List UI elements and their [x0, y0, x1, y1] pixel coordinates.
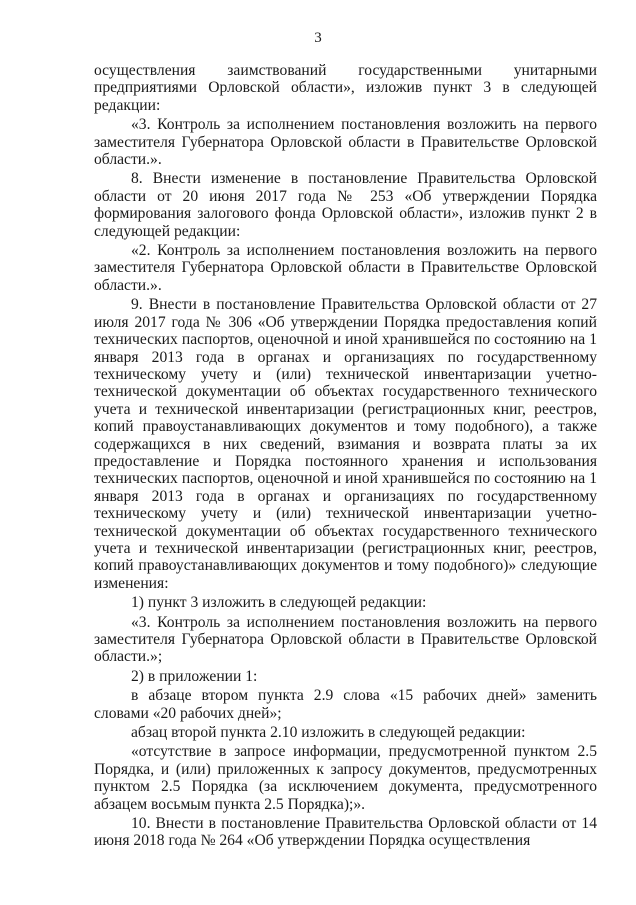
paragraph-subitem-1: 1) пункт 3 изложить в следующей редакции: — [131, 594, 427, 612]
paragraph-quote-absence: «отсутствие в запросе информации, предусмотренной пунктом 2.5 Порядка, и (или) приложенных к запросу документов, предусмотренных пунктом 2.5 Порядка (за исключением документа, предусмотренного абзацем восьмым пункта 2.5 Порядка);». — [94, 743, 597, 813]
paragraph-subitem-2: 2) в приложении 1: — [131, 667, 258, 685]
paragraph-amend-2-10: абзац второй пункта 2.10 изложить в следующей редакции: — [131, 724, 526, 742]
paragraph-item-9: 9. Внести в постановление Правительства Орловской области от 27 июля 2017 года № 306 «Об утверждении Порядка предоставления копий технических паспортов, оценочной и иной хранившейся по состоянию на 1 января 2013 года в органах и организациях по государственному техническому учету и (или) технической инвентаризации учетно-технической документации об объектах государственного технического учета и технической инвентаризации (регистрационных книг, реестров, копий правоустанавливающих документов и тому подобного), а также содержащихся в них сведений, взимания и возврата платы за их предоставление и Порядка постоянного хранения и использования технических паспортов, оценочной и иной хранившейся по состоянию на 1 января 2013 года в органах и организациях по государственному техническому учету и (или) технической инвентаризации учетно-технической документации об объектах государственного технического учета и технической инвентаризации (регистрационных книг, реестров, копий правоустанавливающих документов и тому подобного)» следующие изменения: — [94, 296, 597, 592]
paragraph-item-10: 10. Внести в постановление Правительства Орловской области от 14 июня 2018 года № 264 «Об утверждении Порядка осуществления — [94, 815, 597, 850]
paragraph-quote-control-2: «2. Контроль за исполнением постановления возложить на первого заместителя Губернатора Орловской области в Правительстве Орловской области.». — [94, 242, 597, 294]
paragraph-quote-control-3: «3. Контроль за исполнением постановления возложить на первого заместителя Губернатора Орловской области в Правительстве Орловской области.»; — [94, 613, 597, 666]
page-number: 3 — [314, 30, 322, 46]
paragraph-amend-2-9: в абзаце втором пункта 2.9 слова «15 рабочих дней» заменить словами «20 рабочих дней»; — [94, 687, 597, 722]
paragraph-item-8: 8. Внести изменение в постановление Правительства Орловской области от 20 июня 2017 года № 253 «Об утверждении Порядка формирования залогового фонда Орловской области», изложив пункт 2 в следующей редакции: — [94, 170, 597, 240]
paragraph-continuation: осуществления заимствований государственными унитарными предприятиями Орловской области», изложив пункт 3 в следующей редакции: — [94, 62, 597, 114]
document-body — [94, 62, 597, 850]
paragraph-quote-control-1: «3. Контроль за исполнением постановления возложить на первого заместителя Губернатора Орловской области в Правительстве Орловской области.». — [94, 116, 597, 169]
